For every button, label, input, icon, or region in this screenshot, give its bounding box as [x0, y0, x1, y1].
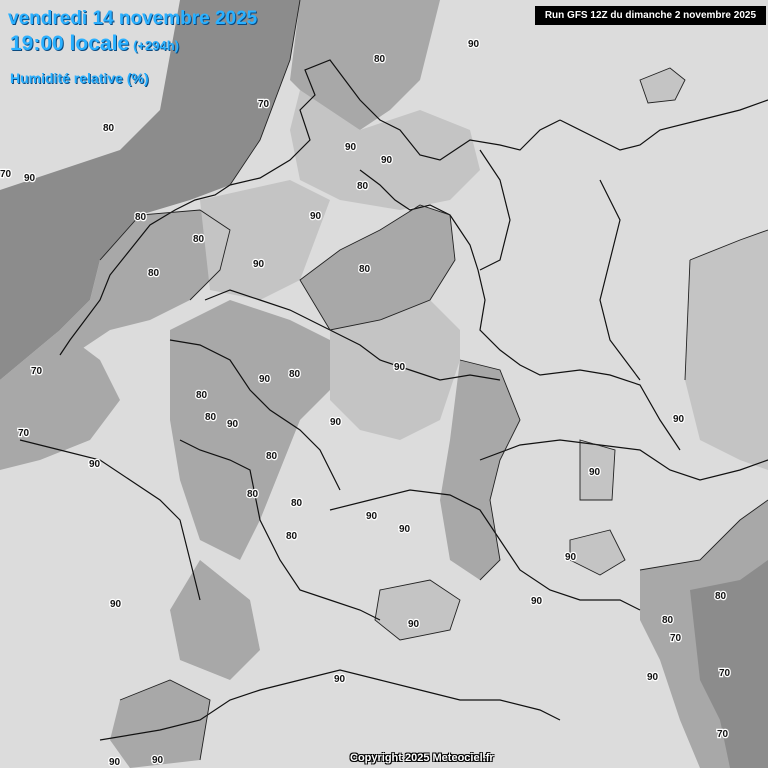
contour-label: 90 [408, 619, 420, 630]
contour-label: 90 [259, 374, 271, 385]
contour-label: 80 [357, 181, 369, 192]
contour-label: 90 [24, 173, 36, 184]
contour-label: 90 [330, 417, 342, 428]
contour-label: 90 [109, 757, 121, 768]
contour-label: 80 [286, 531, 298, 542]
contour-label: 80 [135, 212, 147, 223]
contour-label: 90 [381, 155, 393, 166]
contour-label: 80 [247, 489, 259, 500]
contour-label: 70 [719, 668, 731, 679]
contour-label: 80 [193, 234, 205, 245]
contour-label: 90 [673, 414, 685, 425]
contour-label: 90 [399, 524, 411, 535]
copyright-notice: Copyright 2025 Meteociel.fr [350, 752, 494, 764]
forecast-time [10, 32, 179, 56]
parameter-title: Humidité relative (%) [10, 70, 149, 86]
contour-label: 70 [31, 366, 43, 377]
contour-label: 80 [205, 412, 217, 423]
contour-label: 90 [565, 552, 577, 563]
contour-label: 70 [717, 729, 729, 740]
contour-label: 90 [345, 142, 357, 153]
contour-label: 80 [196, 390, 208, 401]
contour-label: 90 [110, 599, 122, 610]
contour-label: 70 [0, 169, 12, 180]
contour-label: 80 [148, 268, 160, 279]
contour-label: 90 [89, 459, 101, 470]
contour-label: 80 [715, 591, 727, 602]
contour-label: 90 [334, 674, 346, 685]
contour-label: 70 [670, 633, 682, 644]
contour-label: 70 [258, 99, 270, 110]
contour-label: 90 [227, 419, 239, 430]
contour-label: 90 [647, 672, 659, 683]
forecast-time-local: 19:00 locale [10, 32, 130, 55]
forecast-hour-offset: (+294h) [133, 38, 179, 53]
forecast-date: vendredi 14 novembre 2025 [8, 8, 258, 29]
contour-label: 80 [374, 54, 386, 65]
contour-label: 70 [18, 428, 30, 439]
contour-label: 80 [359, 264, 371, 275]
contour-label: 80 [289, 369, 301, 380]
contour-label: 80 [291, 498, 303, 509]
contour-label: 90 [394, 362, 406, 373]
contour-label: 90 [253, 259, 265, 270]
contour-label: 90 [310, 211, 322, 222]
contour-label: 90 [589, 467, 601, 478]
contour-label: 80 [103, 123, 115, 134]
contour-label: 90 [531, 596, 543, 607]
contour-label: 90 [152, 755, 164, 766]
contour-label: 90 [366, 511, 378, 522]
contour-label: 80 [662, 615, 674, 626]
model-run-info: Run GFS 12Z du dimanche 2 novembre 2025 [535, 6, 766, 25]
contour-label: 80 [266, 451, 278, 462]
contour-label: 90 [468, 39, 480, 50]
